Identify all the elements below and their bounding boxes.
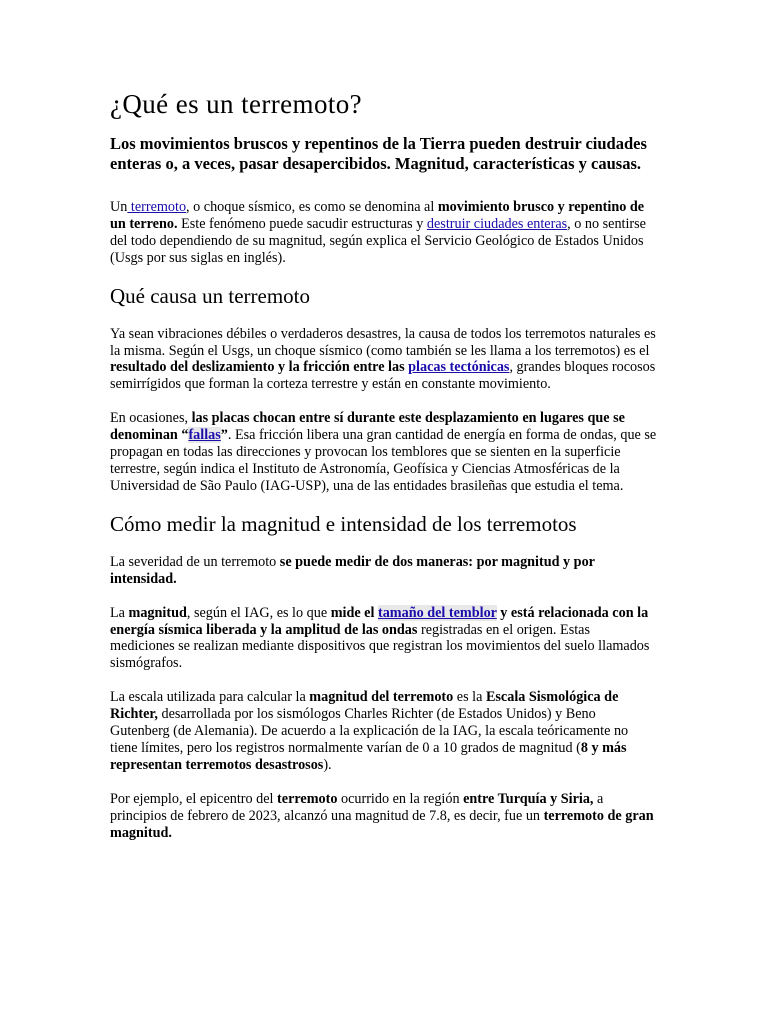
- paragraph-severidad: [110, 554, 658, 588]
- bold-text: [110, 359, 509, 375]
- heading-causa: Qué causa un terremoto: [110, 283, 311, 308]
- link-terremoto[interactable]: terremoto: [127, 199, 187, 215]
- text: , o no sentirse del todo dependiendo de su magnitud, según explica el Servicio Geológico de Estados Unidos (Usgs por sus siglas en inglés).: [110, 215, 646, 266]
- bold-text-part: ”: [220, 427, 228, 444]
- link-destruir-ciudades[interactable]: destruir ciudades enteras: [426, 215, 568, 232]
- text: registradas en el origen. Estas mediciones se realizan mediante dispositivos que registran los movimientos del suelo llamados sismógrafos.: [110, 621, 650, 672]
- text: desarrollada por los sismólogos Charles Richter (de Estados Unidos) y Beno Gutenberg (de Alemania). De acuerdo a la explicación de la IAG, la escala teóricamente no tiene límites, pero los registros normalmente varían de 0 a 10 grados de magnitud (: [110, 706, 629, 756]
- text: es la: [453, 689, 486, 706]
- bold-text-part: mide el: [330, 604, 378, 621]
- text: , o choque sísmico, es como se denomina al: [186, 199, 438, 215]
- text: . Esa fricción libera una gran cantidad de energía en forma de ondas, que se propagan en todas las direcciones y provocan los temblores que se sienten en la superficie terrestre, según indica el Instituto de Astronomía, Geofísica y Ciencias Atmosféricas de la Universidad de São Paulo (IAG-USP), una de las entidades brasileñas que estudia el tema.: [110, 427, 657, 494]
- paragraph-richter: [110, 689, 658, 774]
- bold-text: magnitud del terremoto: [309, 689, 454, 706]
- paragraph-fallas: [110, 410, 658, 495]
- text: Un: [110, 199, 128, 215]
- text: Este fenómeno puede sacudir estructuras y: [177, 215, 427, 232]
- text: La escala utilizada para calcular la: [110, 689, 310, 706]
- text: ).: [323, 756, 332, 773]
- text: La: [110, 604, 129, 621]
- paragraph-causa: [110, 326, 658, 394]
- heading-medir: Cómo medir la magnitud e intensidad de los terremotos: [110, 511, 577, 536]
- article-lead: Los movimientos bruscos y repentinos de la Tierra pueden destruir ciudades enteras o, a veces, pasar desapercibidos. Magnitud, características y causas.: [110, 134, 647, 173]
- text: , según el IAG, es lo que: [186, 604, 331, 621]
- link-fallas[interactable]: fallas: [188, 427, 221, 444]
- bold-text-part: y está relacionada con la energía sísmica liberada y la amplitud de las ondas: [110, 604, 649, 638]
- bold-text: entre Turquía y Siria,: [463, 790, 594, 807]
- bold-text: magnitud: [128, 604, 187, 621]
- paragraph-ejemplo: [110, 791, 658, 842]
- link-tamano-temblor[interactable]: tamaño del temblor: [377, 604, 497, 621]
- bold-text: se puede medir de dos maneras: por magnitud y por intensidad.: [110, 553, 595, 587]
- bold-text: Escala Sismológica de Richter,: [110, 689, 619, 723]
- text: En ocasiones,: [110, 410, 192, 427]
- article: [110, 88, 658, 858]
- bold-text: 8 y más representan terremotos desastrosos: [110, 739, 627, 773]
- text: a principios de febrero de 2023, alcanzó una magnitud de 7.8, es decir, fue un: [110, 790, 604, 824]
- text: Ya sean vibraciones débiles o verdaderos desastres, la causa de todos los terremotos naturales es la misma. Según el Usgs, un choque sísmico (como también se les llama a los terremotos) es el: [110, 325, 656, 359]
- bold-text: terremoto de gran magnitud.: [110, 807, 654, 841]
- bold-text-part: resultado del deslizamiento y la fricción entre las: [110, 359, 409, 376]
- bold-text-part: las placas chocan entre sí durante este desplazamiento en lugares que se denominan “: [110, 410, 625, 444]
- bold-text: movimiento brusco y repentino de un terreno.: [110, 199, 645, 232]
- paragraph-magnitud: [110, 605, 658, 673]
- bold-text: terremoto: [277, 790, 338, 807]
- link-placas-tectonicas[interactable]: placas tectónicas: [408, 359, 510, 376]
- page-title: ¿Qué es un terremoto?: [110, 89, 363, 119]
- text: Por ejemplo, el epicentro del: [110, 790, 278, 807]
- text: La severidad de un terremoto: [110, 553, 280, 570]
- text: , grandes bloques rocosos semirrígidos que forman la corteza terrestre y están en constante movimiento.: [110, 359, 656, 393]
- paragraph-intro: [110, 199, 658, 267]
- text: ocurrido en la región: [337, 790, 464, 807]
